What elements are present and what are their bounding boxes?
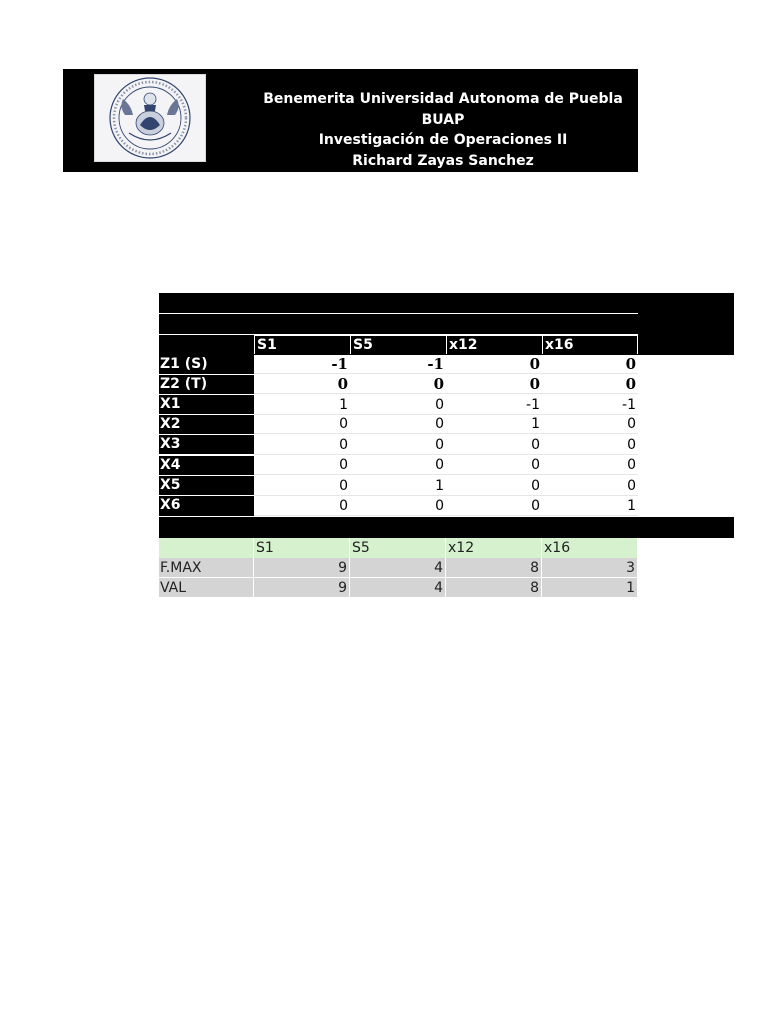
- matrix-row-label: X3: [159, 435, 254, 455]
- matrix-cell: 0: [350, 497, 446, 516]
- summary-cell: 8: [446, 578, 542, 598]
- matrix-cell: 0: [446, 375, 542, 394]
- summary-cell: 3: [542, 558, 638, 578]
- matrix-cell: 0: [542, 375, 638, 394]
- matrix-cell: 0: [350, 375, 446, 394]
- matrix-cell: 0: [254, 436, 350, 455]
- course-name: Investigación de Operaciones II: [318, 132, 568, 148]
- matrix-row-label: X6: [159, 496, 254, 517]
- summary-corner-cell: [159, 538, 254, 558]
- matrix-col-header: S1: [254, 335, 351, 354]
- matrix-cell: 0: [542, 456, 638, 475]
- header-title-block: [253, 89, 633, 171]
- header-banner: [63, 69, 638, 172]
- matrix-cell: -1: [350, 355, 446, 374]
- summary-col-header: S5: [350, 538, 446, 558]
- summary-row-label: F.MAX: [159, 558, 254, 578]
- buap-seal-logo: [94, 74, 206, 162]
- matrix-cell: 0: [350, 436, 446, 455]
- summary-row-label: VAL: [159, 578, 254, 598]
- matrix-bottom-band: [159, 517, 734, 538]
- matrix-cell: 0: [254, 497, 350, 516]
- matrix-cell: 0: [350, 396, 446, 415]
- matrix-cell: 0: [254, 375, 350, 394]
- matrix-cell: -1: [542, 396, 638, 415]
- matrix-cell: 0: [542, 415, 638, 434]
- summary-cell: 9: [254, 578, 350, 598]
- summary-col-header: x16: [542, 538, 638, 558]
- matrix-cell: 0: [350, 456, 446, 475]
- matrix-cell: 1: [254, 396, 350, 415]
- matrix-col-header: S5: [350, 335, 447, 354]
- matrix-col-header: x12: [446, 335, 543, 354]
- matrix-cell: 0: [254, 456, 350, 475]
- matrix-cell: 0: [542, 436, 638, 455]
- matrix-cell: 0: [542, 477, 638, 496]
- matrix-cell: 1: [350, 477, 446, 496]
- matrix-cell: 0: [446, 355, 542, 374]
- matrix-cell: -1: [446, 396, 542, 415]
- matrix-cell: 0: [446, 497, 542, 516]
- matrix-row-label: X5: [159, 476, 254, 496]
- summary-cell: 4: [350, 558, 446, 578]
- matrix-cell: 0: [446, 477, 542, 496]
- summary-cell: 1: [542, 578, 638, 598]
- matrix-row-label: Z1 (S): [159, 355, 254, 375]
- matrix-cell: 0: [350, 415, 446, 434]
- matrix-divider: [159, 313, 638, 314]
- summary-cell: 9: [254, 558, 350, 578]
- matrix-cell: 0: [542, 355, 638, 374]
- matrix-cell: -1: [254, 355, 350, 374]
- summary-cell: 4: [350, 578, 446, 598]
- matrix-cell: 0: [254, 477, 350, 496]
- matrix-row-label: X4: [159, 456, 254, 476]
- summary-col-header: x12: [446, 538, 542, 558]
- university-abbrev: BUAP: [421, 111, 465, 128]
- matrix-col-header: x16: [542, 335, 638, 354]
- university-name: Benemerita Universidad Autonoma de Puebla: [263, 91, 623, 107]
- matrix-cell: 1: [542, 497, 638, 516]
- matrix-cell: 0: [446, 456, 542, 475]
- summary-col-header: S1: [254, 538, 350, 558]
- matrix-cell: 0: [254, 415, 350, 434]
- matrix-cell: 1: [446, 415, 542, 434]
- summary-cell: 8: [446, 558, 542, 578]
- matrix-row-label: Z2 (T): [159, 375, 254, 395]
- seal-icon: [95, 75, 205, 161]
- matrix-cell: 0: [446, 436, 542, 455]
- author-name: Richard Zayas Sanchez: [352, 152, 534, 169]
- matrix-row-label: X1: [159, 395, 254, 415]
- matrix-row-label: X2: [159, 415, 254, 435]
